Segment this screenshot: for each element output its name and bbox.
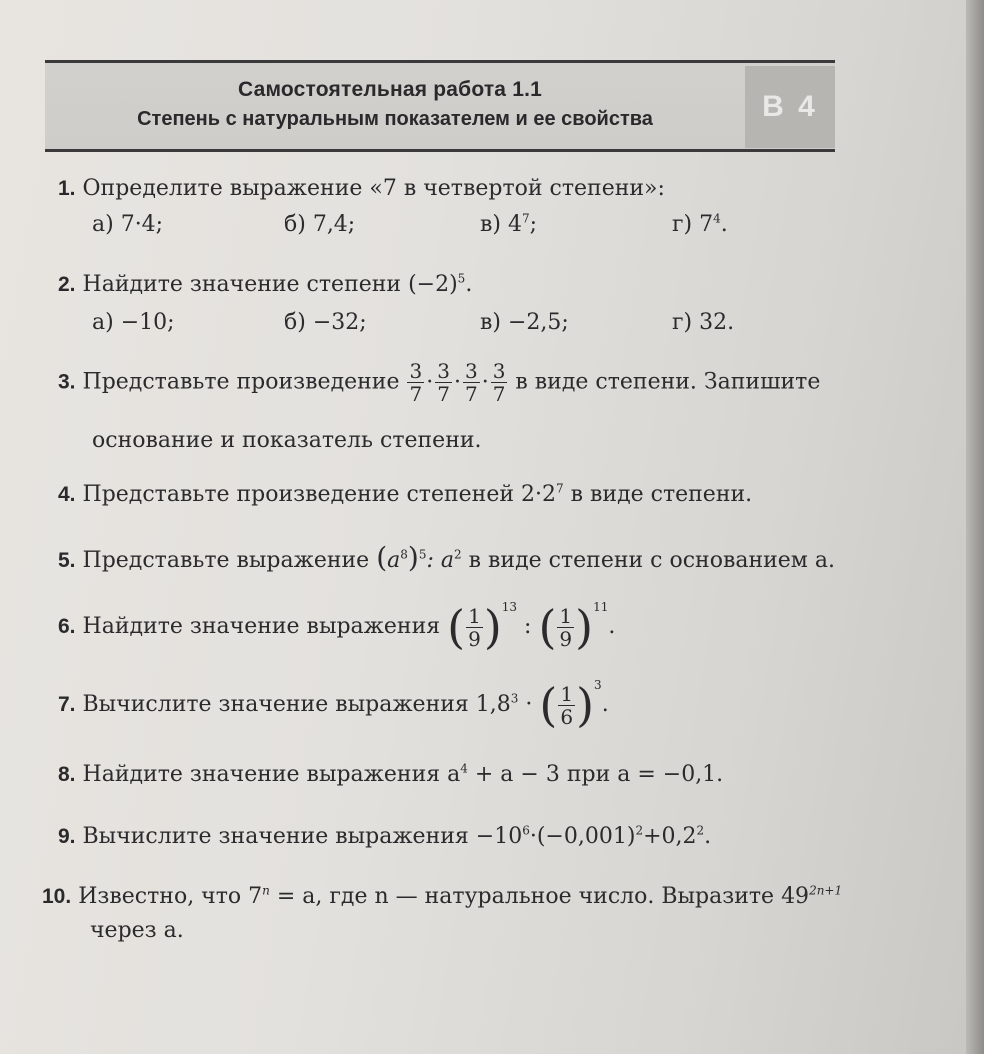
answer-option-d: г) $7^4$. bbox=[672, 211, 728, 237]
question-9 bbox=[58, 824, 711, 849]
fraction: $\frac{1}{9}$ bbox=[468, 603, 481, 651]
fraction: $\frac{3}{7}$ bbox=[437, 359, 450, 406]
question-number: 6. bbox=[58, 615, 76, 638]
question-number: 2. bbox=[58, 273, 76, 296]
question-4 bbox=[58, 482, 752, 507]
question-text: Представьте произведение bbox=[82, 369, 400, 395]
page-title: Самостоятельная работа 1.1 bbox=[237, 78, 543, 101]
question-text: Определите выражение «7 в четвертой степени»: bbox=[82, 176, 665, 201]
fraction: $\frac{3}{7}$ bbox=[492, 359, 506, 406]
question-6: 6. Найдите значение выражения ( $\frac{1}{9}$ )$^{13}$ : ( $\frac{1}{9}$ )$^{11}$. bbox=[58, 600, 616, 654]
question-text: Найдите значение выражения $a^4 + a - 3$ при a = −0,1. bbox=[82, 761, 724, 787]
variant-badge: В 4 bbox=[745, 66, 835, 148]
question-number: 9. bbox=[58, 825, 76, 848]
book-spine-shadow bbox=[966, 0, 984, 1054]
header-bottom-rule bbox=[45, 149, 835, 152]
question-text: Найдите значение выражения bbox=[82, 614, 441, 639]
question-text-cont: в виде степени. Запишите bbox=[515, 369, 821, 395]
question-number: 7. bbox=[58, 693, 76, 716]
question-7: 7. Вычислите значение выражения $1,8^3$ · ( $\frac{1}{6}$ )$^3$. bbox=[58, 678, 609, 732]
question-text: Известно, что $7^n = a$, где n — натуральное число. Выразите $49^{2n+1}$ bbox=[78, 883, 843, 909]
question-10 bbox=[42, 884, 842, 909]
question-number: 8. bbox=[58, 763, 76, 786]
answer-option-b: б) 7,4; bbox=[284, 212, 356, 237]
question-text: Вычислите значение выражения $1,8^3$ bbox=[82, 691, 519, 717]
fraction: $\frac{3}{7}$ bbox=[464, 359, 478, 406]
answer-option-c: в) $4^7$; bbox=[480, 211, 538, 237]
question-text-cont: в виде степени с основанием a. bbox=[468, 548, 836, 573]
answer-option-b: б) −32; bbox=[284, 310, 367, 335]
question-text: Представьте выражение bbox=[82, 548, 370, 573]
question-3-line-2: основание и показатель степени. bbox=[92, 428, 482, 453]
answer-option-c: в) −2,5; bbox=[480, 310, 569, 335]
question-text: Вычислите значение выражения $-10^6\cdot(-0,001)^2+0,2^2$. bbox=[82, 823, 712, 849]
question-1 bbox=[58, 176, 665, 201]
question-10-line-2: через a. bbox=[90, 918, 184, 943]
answer-option-d: г) 32. bbox=[672, 310, 735, 335]
header-band bbox=[45, 63, 835, 149]
fraction: $\frac{1}{6}$ bbox=[560, 681, 574, 729]
fraction: $\frac{3}{7}$ bbox=[409, 359, 423, 406]
question-8 bbox=[58, 762, 723, 787]
fraction: $\frac{1}{9}$ bbox=[559, 603, 573, 651]
question-number: 3. bbox=[58, 370, 76, 394]
question-number: 5. bbox=[58, 549, 76, 572]
question-text: Найдите значение степени $(-2)^5$. bbox=[82, 271, 473, 297]
question-number: 1. bbox=[58, 177, 76, 200]
math-expression: $(a^8)^5$: $a^2$ bbox=[376, 541, 462, 574]
answer-option-a: а) 7·4; bbox=[92, 212, 164, 237]
question-number: 4. bbox=[58, 483, 76, 506]
page-subtitle: Степень с натуральным показателем и ее свойства bbox=[137, 108, 653, 130]
question-2 bbox=[58, 272, 472, 297]
answer-option-a: а) −10; bbox=[92, 310, 175, 335]
question-3: 3. Представьте произведение $\frac{3}{7}$ · $\frac{3}{7}$ · $\frac{3}{7}$ · $\frac{3}{7}$ в виде степени. Запишите bbox=[58, 359, 821, 406]
question-text: Представьте произведение степеней $2\cdot 2^7$ в виде степени. bbox=[82, 481, 753, 507]
question-5 bbox=[58, 541, 835, 574]
question-number: 10. bbox=[42, 885, 72, 908]
